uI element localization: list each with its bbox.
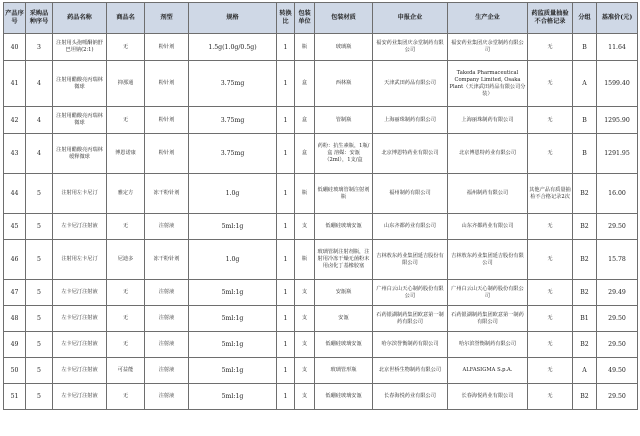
cell-applicant: 广州白云山天心制药股份有限公司	[373, 280, 448, 306]
cell-dosage-form: 粉针剂	[145, 134, 189, 174]
cell-maker: 吉林敖东药业集团延吉股份有限公司	[448, 240, 528, 280]
cell-category: 3	[26, 34, 53, 61]
cell-pack-material: 玻璃瓶	[315, 34, 373, 61]
cell-ratio: 1	[277, 358, 295, 384]
cell-quality-record: 无	[528, 240, 573, 280]
header-drug-name: 药品名称	[53, 3, 107, 34]
cell-applicant: 哈尔滨誉衡制药有限公司	[373, 332, 448, 358]
cell-drug-name: 注射用醋酸亮丙瑞林微球	[53, 107, 107, 134]
cell-spec: 3.75mg	[189, 107, 277, 134]
cell-maker: 福安药业集团庆余堂制药有限公司	[448, 34, 528, 61]
cell-spec: 5ml:1g	[189, 332, 277, 358]
header-category: 采购品种序号	[26, 3, 53, 34]
cell-seq: 50	[4, 358, 26, 384]
cell-quality-record: 无	[528, 61, 573, 107]
cell-unit: 盒	[295, 61, 315, 107]
cell-drug-name: 左卡尼汀注射液	[53, 214, 107, 240]
cell-spec: 1.5g(1.0g/0.5g)	[189, 34, 277, 61]
cell-maker: 福州制药有限公司	[448, 174, 528, 214]
cell-price: 49.50	[597, 358, 638, 384]
cell-unit: 支	[295, 214, 315, 240]
cell-spec: 5ml:1g	[189, 384, 277, 410]
cell-pack-material: 管制瓶	[315, 107, 373, 134]
cell-unit: 支	[295, 306, 315, 332]
cell-group: A	[573, 61, 597, 107]
table-header-row	[4, 3, 638, 34]
cell-seq: 41	[4, 61, 26, 107]
cell-applicant: 北京世桥生物制药有限公司	[373, 358, 448, 384]
header-unit: 包装单位	[295, 3, 315, 34]
cell-applicant: 上海丽珠制药有限公司	[373, 107, 448, 134]
cell-ratio: 1	[277, 306, 295, 332]
cell-seq: 42	[4, 107, 26, 134]
cell-group: B	[573, 34, 597, 61]
cell-applicant: 山东齐都药业有限公司	[373, 214, 448, 240]
cell-seq: 45	[4, 214, 26, 240]
cell-applicant: 福安药业集团庆余堂制药有限公司	[373, 34, 448, 61]
cell-category: 5	[26, 174, 53, 214]
cell-seq: 43	[4, 134, 26, 174]
cell-group: B	[573, 134, 597, 174]
cell-seq: 44	[4, 174, 26, 214]
cell-drug-name: 左卡尼汀注射液	[53, 306, 107, 332]
cell-unit: 支	[295, 332, 315, 358]
cell-quality-record: 无	[528, 280, 573, 306]
cell-dosage-form: 粉针剂	[145, 61, 189, 107]
cell-quality-record: 无	[528, 306, 573, 332]
cell-category: 5	[26, 240, 53, 280]
table-row	[4, 61, 638, 107]
cell-category: 5	[26, 280, 53, 306]
table-row	[4, 384, 638, 410]
cell-pack-material: 玻璃管制注射剂瓶，注射用冷冻干燥无菌粉末用卤化丁基橡胶塞	[315, 240, 373, 280]
cell-category: 4	[26, 61, 53, 107]
cell-category: 5	[26, 384, 53, 410]
cell-trade-name: 抑那通	[107, 61, 145, 107]
table-row	[4, 174, 638, 214]
cell-trade-name: 可益能	[107, 358, 145, 384]
cell-unit: 盒	[295, 134, 315, 174]
cell-trade-name: 雅定方	[107, 174, 145, 214]
header-spec: 规格	[189, 3, 277, 34]
header-ratio: 转换比	[277, 3, 295, 34]
cell-pack-material: 玻璃管形瓶	[315, 358, 373, 384]
cell-ratio: 1	[277, 107, 295, 134]
cell-applicant: 福州制药有限公司	[373, 174, 448, 214]
cell-ratio: 1	[277, 174, 295, 214]
cell-spec: 5ml:1g	[189, 214, 277, 240]
cell-pack-material: 低硼硅玻璃安瓿	[315, 214, 373, 240]
cell-dosage-form: 注射液	[145, 280, 189, 306]
cell-maker: 北京博恩特药业有限公司	[448, 134, 528, 174]
header-quality-record: 药监质量抽验不合格记录	[528, 3, 573, 34]
cell-pack-material: 低硼硅玻璃安瓿	[315, 384, 373, 410]
cell-unit: 支	[295, 384, 315, 410]
cell-quality-record: 无	[528, 384, 573, 410]
cell-price: 29.50	[597, 384, 638, 410]
table-row	[4, 107, 638, 134]
table-row	[4, 280, 638, 306]
cell-seq: 49	[4, 332, 26, 358]
table-row	[4, 358, 638, 384]
cell-seq: 40	[4, 34, 26, 61]
cell-price: 11.64	[597, 34, 638, 61]
cell-maker: 长春海悦药业有限公司	[448, 384, 528, 410]
cell-seq: 48	[4, 306, 26, 332]
cell-spec: 3.75mg	[189, 61, 277, 107]
cell-drug-name: 左卡尼汀注射液	[53, 332, 107, 358]
cell-category: 5	[26, 214, 53, 240]
cell-group: B	[573, 107, 597, 134]
cell-trade-name: 无	[107, 34, 145, 61]
cell-dosage-form: 注射液	[145, 306, 189, 332]
cell-spec: 3.75mg	[189, 134, 277, 174]
cell-unit: 瓶	[295, 174, 315, 214]
cell-quality-record: 其他产品有质量抽检不合格记录2次	[528, 174, 573, 214]
cell-pack-material: 药粉：抗生素瓶，1瓶/盒 溶媒：安瓿（2ml），1支/盒	[315, 134, 373, 174]
cell-ratio: 1	[277, 384, 295, 410]
cell-dosage-form: 注射液	[145, 214, 189, 240]
cell-spec: 1.0g	[189, 174, 277, 214]
cell-price: 1291.95	[597, 134, 638, 174]
cell-pack-material: 低硼硅玻璃安瓿	[315, 332, 373, 358]
cell-applicant: 天津武田药品有限公司	[373, 61, 448, 107]
header-pack-material: 包装材质	[315, 3, 373, 34]
cell-drug-name: 注射用醋酸亮丙瑞林缓释微球	[53, 134, 107, 174]
cell-price: 29.50	[597, 214, 638, 240]
cell-pack-material: 西林瓶	[315, 61, 373, 107]
cell-group: B2	[573, 214, 597, 240]
cell-dosage-form: 粉针剂	[145, 34, 189, 61]
cell-dosage-form: 注射液	[145, 332, 189, 358]
cell-price: 29.49	[597, 280, 638, 306]
cell-quality-record: 无	[528, 332, 573, 358]
cell-trade-name: 无	[107, 280, 145, 306]
cell-category: 5	[26, 306, 53, 332]
cell-dosage-form: 注射液	[145, 358, 189, 384]
header-group: 分组	[573, 3, 597, 34]
cell-unit: 瓶	[295, 240, 315, 280]
cell-pack-material: 安瓿	[315, 306, 373, 332]
cell-group: B2	[573, 384, 597, 410]
table-row	[4, 332, 638, 358]
cell-trade-name: 无	[107, 107, 145, 134]
cell-ratio: 1	[277, 34, 295, 61]
cell-drug-name: 注射用醋酸亮丙瑞林微球	[53, 61, 107, 107]
table-row	[4, 306, 638, 332]
cell-spec: 1.0g	[189, 240, 277, 280]
cell-ratio: 1	[277, 214, 295, 240]
cell-maker: 石药银湖制药集团欧意第一制药有限公司	[448, 306, 528, 332]
cell-trade-name: 博恩诺康	[107, 134, 145, 174]
cell-group: B2	[573, 280, 597, 306]
cell-trade-name: 无	[107, 384, 145, 410]
cell-drug-name: 左卡尼汀注射液	[53, 280, 107, 306]
cell-quality-record: 无	[528, 34, 573, 61]
cell-spec: 5ml:1g	[189, 358, 277, 384]
cell-pack-material: 低硼硅玻璃管制注射剂瓶	[315, 174, 373, 214]
cell-price: 15.78	[597, 240, 638, 280]
cell-applicant: 石药银湖制药集团欧意第一制药有限公司	[373, 306, 448, 332]
cell-applicant: 长春海悦药业有限公司	[373, 384, 448, 410]
cell-pack-material: 安瓿瓶	[315, 280, 373, 306]
cell-maker: 上海丽珠制药有限公司	[448, 107, 528, 134]
cell-group: B1	[573, 306, 597, 332]
cell-category: 4	[26, 107, 53, 134]
cell-price: 1599.40	[597, 61, 638, 107]
cell-unit: 瓶	[295, 34, 315, 61]
cell-drug-name: 左卡尼汀注射液	[53, 358, 107, 384]
cell-dosage-form: 粉针剂	[145, 107, 189, 134]
cell-quality-record: 无	[528, 134, 573, 174]
cell-unit: 支	[295, 358, 315, 384]
cell-category: 5	[26, 332, 53, 358]
table-row	[4, 34, 638, 61]
header-applicant: 申报企业	[373, 3, 448, 34]
cell-maker: ALFASIGMA S.p.A.	[448, 358, 528, 384]
cell-maker: 广州白云山天心制药股份有限公司	[448, 280, 528, 306]
cell-trade-name: 尼迪多	[107, 240, 145, 280]
cell-drug-name: 左卡尼汀注射液	[53, 384, 107, 410]
cell-applicant: 吉林敖东药业集团延吉股份有限公司	[373, 240, 448, 280]
cell-ratio: 1	[277, 61, 295, 107]
cell-price: 29.50	[597, 306, 638, 332]
cell-quality-record: 无	[528, 358, 573, 384]
cell-maker: 山东齐都药业有限公司	[448, 214, 528, 240]
cell-spec: 5ml:1g	[189, 280, 277, 306]
cell-price: 29.50	[597, 332, 638, 358]
cell-drug-name: 注射用左卡尼汀	[53, 240, 107, 280]
cell-trade-name: 无	[107, 214, 145, 240]
header-maker: 生产企业	[448, 3, 528, 34]
cell-group: B2	[573, 240, 597, 280]
cell-seq: 51	[4, 384, 26, 410]
cell-applicant: 北京博恩特药业有限公司	[373, 134, 448, 174]
cell-group: B2	[573, 174, 597, 214]
cell-ratio: 1	[277, 134, 295, 174]
cell-trade-name: 无	[107, 306, 145, 332]
drug-price-table	[3, 2, 638, 410]
cell-price: 16.00	[597, 174, 638, 214]
cell-spec: 5ml:1g	[189, 306, 277, 332]
cell-quality-record: 无	[528, 107, 573, 134]
cell-ratio: 1	[277, 240, 295, 280]
cell-dosage-form: 冻干粉针剂	[145, 174, 189, 214]
cell-price: 1295.90	[597, 107, 638, 134]
cell-category: 4	[26, 134, 53, 174]
cell-ratio: 1	[277, 280, 295, 306]
cell-ratio: 1	[277, 332, 295, 358]
table-row	[4, 240, 638, 280]
cell-seq: 46	[4, 240, 26, 280]
cell-unit: 支	[295, 280, 315, 306]
cell-drug-name: 注射用左卡尼汀	[53, 174, 107, 214]
table-row	[4, 134, 638, 174]
cell-dosage-form: 冻干粉针剂	[145, 240, 189, 280]
cell-group: B2	[573, 332, 597, 358]
cell-maker: Takeda Pharmaceutical Company Limited, Osaka Plant（天津武田药品有限公司分装）	[448, 61, 528, 107]
cell-seq: 47	[4, 280, 26, 306]
header-dosage-form: 剂型	[145, 3, 189, 34]
cell-unit: 盒	[295, 107, 315, 134]
cell-trade-name: 无	[107, 332, 145, 358]
header-trade-name: 商品名	[107, 3, 145, 34]
header-seq: 产品序号	[4, 3, 26, 34]
cell-category: 5	[26, 358, 53, 384]
cell-group: A	[573, 358, 597, 384]
header-price: 基准价(元)	[597, 3, 638, 34]
cell-quality-record: 无	[528, 214, 573, 240]
table-row	[4, 214, 638, 240]
cell-dosage-form: 注射液	[145, 384, 189, 410]
cell-drug-name: 注射用头孢哌酮钠舒巴坦钠(2:1)	[53, 34, 107, 61]
cell-maker: 哈尔滨誉衡制药有限公司	[448, 332, 528, 358]
